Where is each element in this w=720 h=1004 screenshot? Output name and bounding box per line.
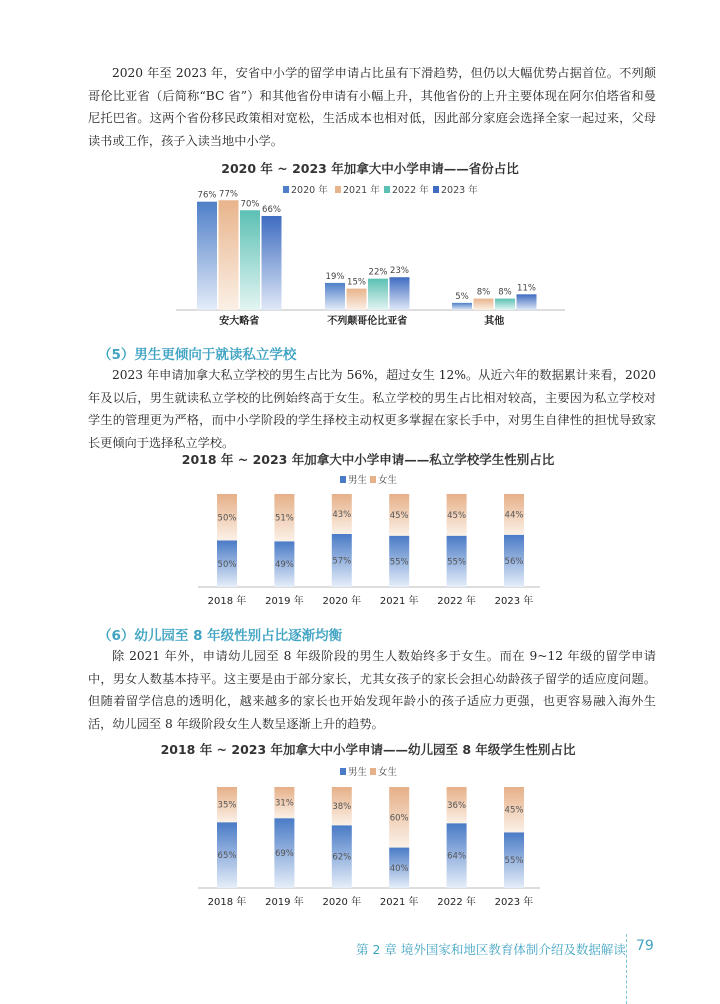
legend-label: 2022 年 — [392, 185, 429, 196]
data-label: 31% — [274, 798, 294, 809]
category-label: 2018 年 — [207, 596, 247, 607]
data-label: 22% — [368, 267, 388, 278]
data-label: 44% — [504, 510, 524, 521]
page-number: 79 — [636, 938, 654, 954]
chart-title: 2018 年 ~ 2023 年加拿大中小学申请——私立学校学生性别占比 — [181, 452, 555, 467]
data-label: 65% — [217, 851, 237, 862]
footer-divider — [626, 934, 627, 1004]
data-label: 64% — [447, 851, 467, 862]
category-label: 2020 年 — [322, 596, 362, 607]
category-label: 2022 年 — [437, 596, 476, 607]
legend-label: 男生 — [348, 767, 368, 778]
legend-label: 女生 — [378, 475, 398, 486]
section-heading-private-school: （5）男生更倾向于就读私立学校 — [98, 347, 297, 363]
data-label: 50% — [217, 559, 237, 570]
data-label: 70% — [240, 199, 260, 210]
data-label: 66% — [262, 204, 281, 215]
data-label: 62% — [332, 852, 352, 863]
data-label: 55% — [389, 557, 409, 568]
category-label: 2020 年 — [322, 897, 362, 908]
legend-label: 2023 年 — [441, 185, 478, 196]
category-label: 2022 年 — [437, 897, 476, 908]
data-label: 57% — [332, 556, 352, 567]
chart-title: 2020 年 ~ 2023 年加拿大中小学申请——省份占比 — [221, 161, 519, 176]
data-label: 45% — [504, 805, 524, 816]
data-label: 76% — [197, 190, 217, 201]
data-label: 35% — [217, 800, 237, 811]
data-label: 60% — [389, 813, 409, 824]
chart-title: 2018 年 ~ 2023 年加拿大中小学申请——幼儿园至 8 年级学生性别占比 — [160, 742, 576, 757]
data-label: 55% — [447, 557, 467, 568]
data-label: 40% — [389, 863, 409, 874]
data-label: 50% — [217, 513, 237, 524]
legend-label: 2021 年 — [343, 185, 380, 196]
footer-chapter-title: 第 2 章 境外国家和地区教育体制介绍及数据解读 — [356, 942, 626, 957]
legend-label: 男生 — [348, 475, 368, 486]
data-label: 5% — [455, 291, 469, 302]
legend-swatch — [340, 768, 346, 775]
data-label: 15% — [347, 277, 366, 288]
data-label: 43% — [332, 509, 352, 520]
data-label: 8% — [498, 287, 512, 298]
legend-label: 女生 — [378, 767, 398, 778]
data-label: 45% — [389, 510, 409, 521]
legend-swatch — [370, 768, 376, 775]
data-label: 38% — [332, 802, 352, 813]
data-label: 51% — [274, 513, 294, 524]
data-label: 55% — [504, 856, 524, 867]
paragraph-provinces: 2020 年至 2023 年，安省中小学的留学申请占比虽有下滑趋势，但仍以大幅优势占据首位。不列颠哥伦比亚省（后简称“BC 省”）和其他省份申请有小幅上升，其他省份的上升主要体现在阿尔伯塔省和曼尼托巴省。这两个省份移民政策相对宽松，生活成本也相对低，因此部分家庭会选择全家一起过来，父母读书或工作，孩子入读当地中小学。 — [88, 66, 656, 148]
category-label: 2021 年 — [379, 897, 419, 908]
category-label: 不列颠哥伦比亚省 — [327, 316, 408, 327]
data-label: 36% — [447, 801, 467, 812]
data-label: 56% — [504, 556, 524, 567]
data-label: 8% — [476, 287, 491, 298]
category-label: 其他 — [484, 316, 505, 327]
paragraph-private-school: 2023 年申请加拿大私立学校的男生占比为 56%，超过女生 12%。从近六年的数据累计来看，2020 年及以后，男生就读私立学校的比例始终高于女生。私立学校的男生占比相对较高，主要因为私立学校对学生的管理更为严格，而中小学阶段的学生择校主动权更多掌握在家长手中，对男生自律性的担忧导致家长更倾向于选择私立学校。 — [88, 368, 656, 450]
data-label: 11% — [517, 283, 536, 294]
category-label: 2018 年 — [207, 897, 247, 908]
data-label: 49% — [274, 560, 294, 571]
category-label: 2023 年 — [494, 596, 534, 607]
category-label: 2021 年 — [379, 596, 419, 607]
category-label: 2019 年 — [265, 897, 304, 908]
data-label: 69% — [274, 849, 294, 860]
category-label: 2019 年 — [265, 596, 304, 607]
section-heading-kindergarten: （6）幼儿园至 8 年级性别占比逐渐均衡 — [98, 628, 343, 644]
data-label: 23% — [390, 266, 409, 277]
paragraph-kindergarten: 除 2021 年外，申请幼儿园至 8 年级阶段的男生人数始终多于女生。而在 9~12 年级的留学申请中，男女人数基本持平。这主要是由于部分家长，尤其女孩子的家长会担心幼龄孩子留学的适应度问题。但随着留学信息的透明化，越来越多的家长也开始发现年龄小的孩子适应力更强，也更容易融入海外生活，幼儿园至 8 年级阶段女生人数呈逐渐上升的趋势。 — [88, 649, 656, 731]
data-label: 19% — [325, 271, 345, 282]
data-label: 45% — [447, 510, 467, 521]
legend-label: 2020 年 — [291, 185, 328, 196]
category-label: 2023 年 — [494, 897, 534, 908]
category-label: 安大略省 — [219, 316, 260, 327]
data-label: 77% — [219, 189, 238, 200]
